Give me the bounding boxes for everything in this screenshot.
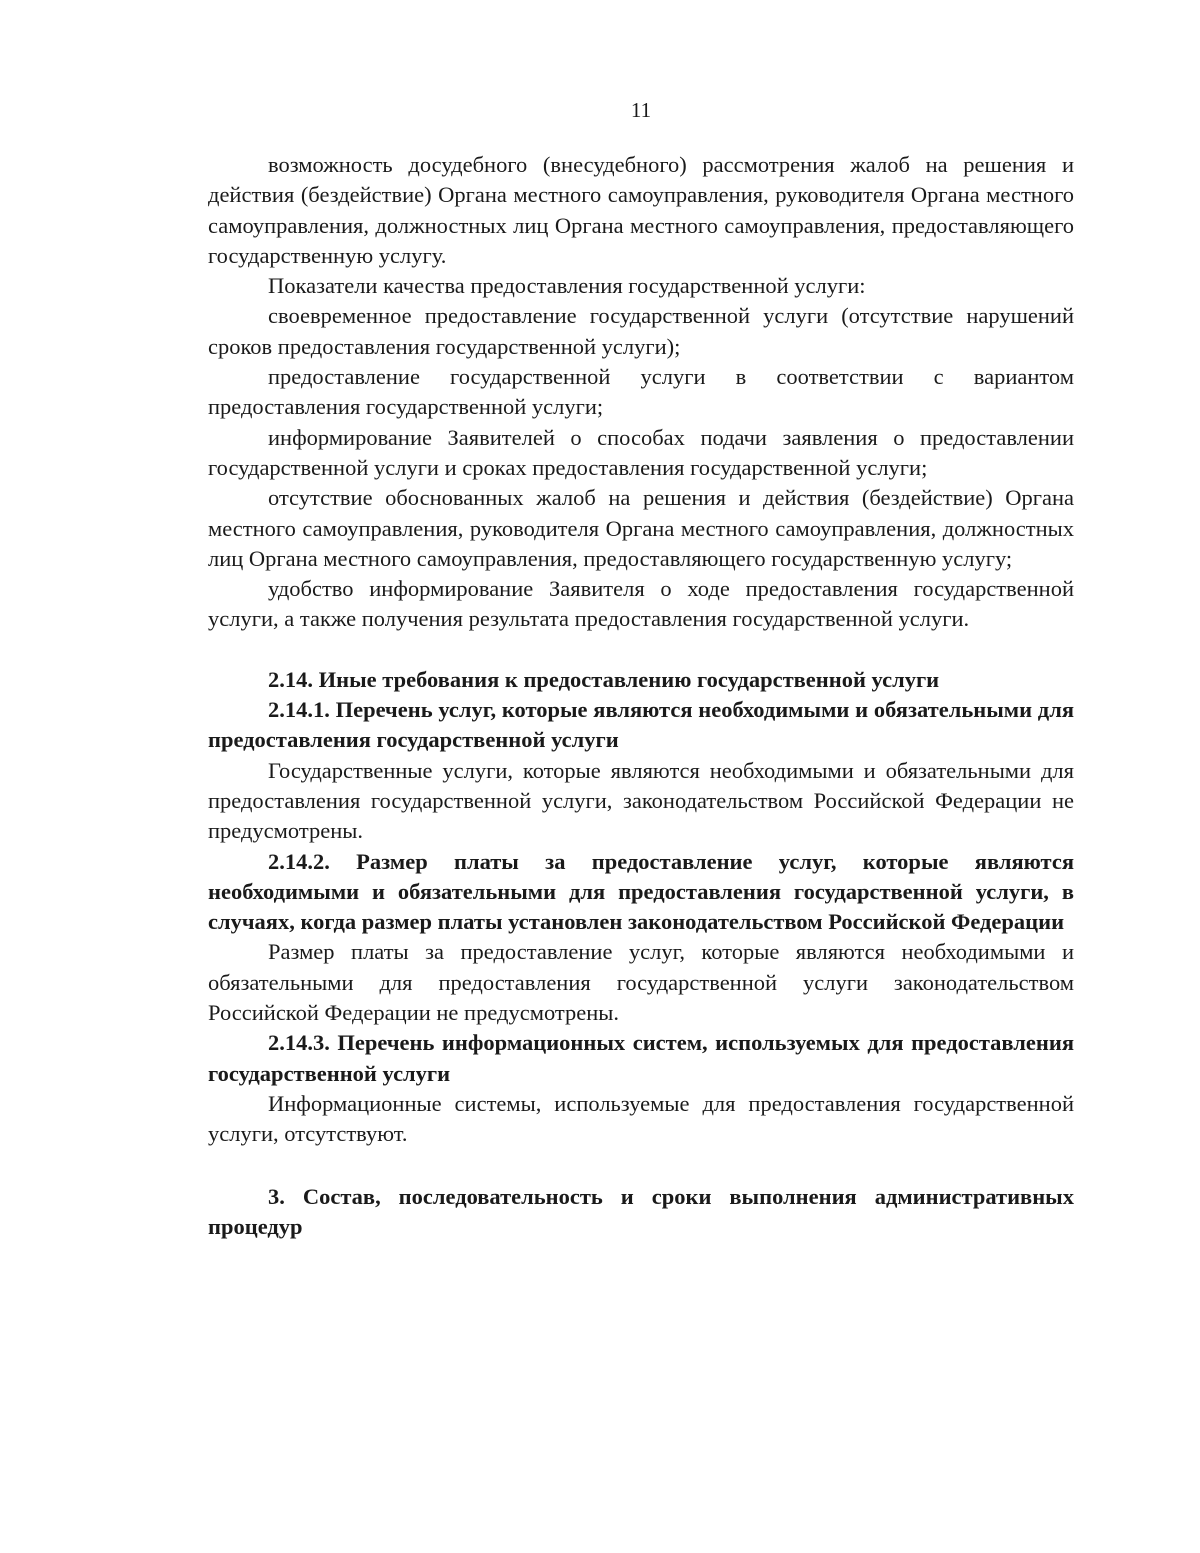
section-heading-3: 3. Состав, последовательность и сроки выполнения административных процедур [208, 1183, 1074, 1239]
paragraph: информирование Заявителей о способах подачи заявления о предоставлении государственной услуги и сроках предоставления государственной услуги; [208, 424, 1074, 480]
paragraph: Информационные системы, используемые для предоставления государственной услуги, отсутствуют. [208, 1090, 1074, 1147]
subsection-heading-2-14-2: 2.14.2. Размер платы за предоставление услуг, которые являются необходимыми и обязательными для предоставления государственной услуги, в случаях, когда размер платы установлен законодательством Российской Федерации [208, 848, 1074, 935]
paragraph: Размер платы за предоставление услуг, которые являются необходимыми и обязательными для предоставления государственной услуги законодательством Российской Федерации не предусмотрены. [208, 939, 1074, 1026]
paragraph: Показатели качества предоставления государственной услуги: [268, 273, 866, 299]
section-heading-2-14: 2.14. Иные требования к предоставлению государственной услуги [268, 666, 940, 692]
document-body [208, 150, 1074, 1242]
paragraph: предоставление государственной услуги в соответствии с вариантом предоставления государственной услуги; [208, 364, 1074, 420]
paragraph: своевременное предоставление государственной услуги (отсутствие нарушений сроков предоставления государственной услуги); [208, 303, 1074, 359]
subsection-heading-2-14-3: 2.14.3. Перечень информационных систем, используемых для предоставления государственной услуги [208, 1030, 1074, 1086]
paragraph: отсутствие обоснованных жалоб на решения и действия (бездействие) Органа местного самоуправления, руководителя Органа местного самоуправления, должностных лиц Органа местного самоуправления, предоставляющего государственную услугу; [208, 485, 1074, 571]
paragraph: Государственные услуги, которые являются необходимыми и обязательными для предоставления государственной услуги, законодательством Российской Федерации не предусмотрены. [208, 757, 1074, 844]
subsection-heading-2-14-1: 2.14.1. Перечень услуг, которые являются необходимыми и обязательными для предоставления государственной услуги [208, 697, 1074, 753]
paragraph: возможность досудебного (внесудебного) рассмотрения жалоб на решения и действия (бездействие) Органа местного самоуправления, руководителя Органа местного самоуправления, должностных лиц Органа местного самоуправления, предоставляющего государственную услугу. [208, 152, 1074, 268]
page-number: 11 [630, 98, 652, 122]
paragraph: удобство информирование Заявителя о ходе предоставления государственной услуги, а также получения результата предоставления государственной услуги. [208, 576, 1074, 632]
